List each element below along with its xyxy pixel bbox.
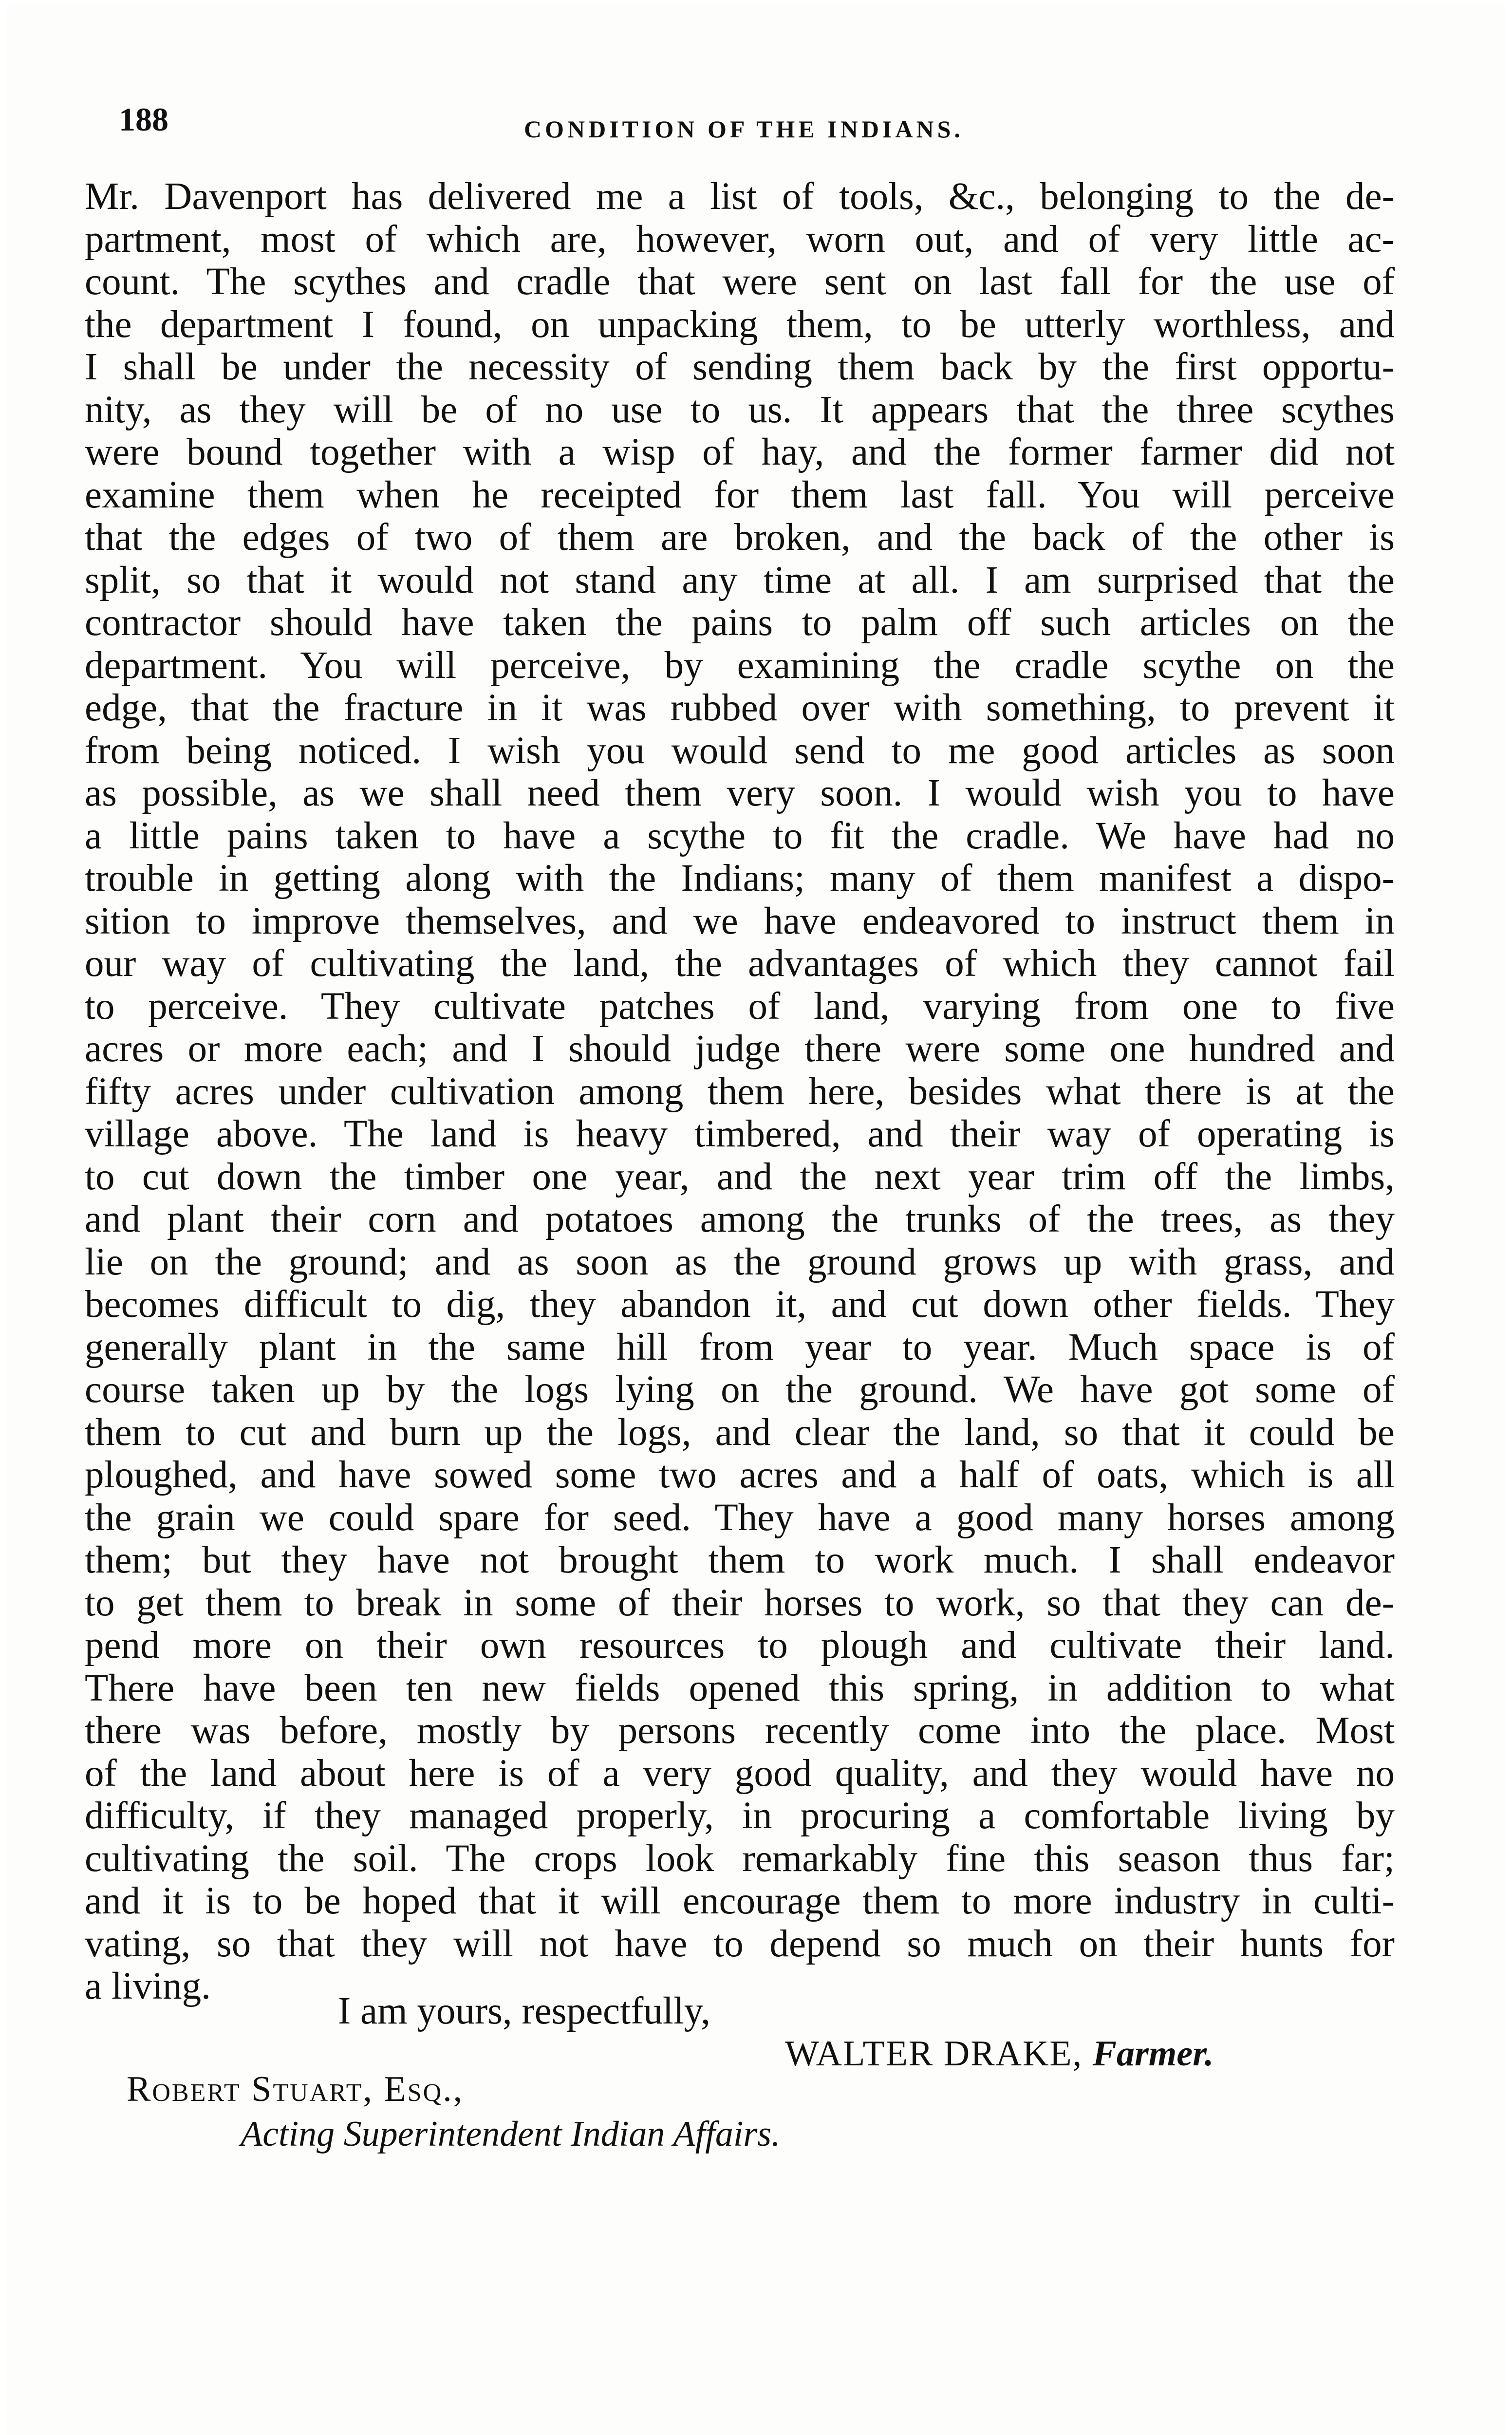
text-line: department. You will perceive, by examining the cradle scythe on the	[85, 644, 1395, 687]
text-line: vating, so that they will not have to depend so much on their hunts for	[85, 1922, 1395, 1965]
letter-closing: I am yours, respectfully,	[338, 1990, 710, 2032]
text-line: course taken up by the logs lying on the ground. We have got some of	[85, 1368, 1395, 1411]
text-line: our way of cultivating the land, the advantages of which they cannot fail	[85, 942, 1395, 985]
text-line: them; but they have not brought them to work much. I shall endeavor	[85, 1539, 1395, 1581]
text-line: them to cut and burn up the logs, and clear the land, so that it could be	[85, 1411, 1395, 1454]
text-line: nity, as they will be of no use to us. It appears that the three scythes	[85, 388, 1395, 431]
running-title: CONDITION OF THE INDIANS.	[524, 115, 964, 143]
text-line: that the edges of two of them are broken, and the back of the other is	[85, 516, 1395, 559]
text-line: of the land about here is of a very good quality, and they would have no	[85, 1752, 1395, 1795]
text-line: and it is to be hoped that it will encourage them to more industry in culti-	[85, 1880, 1395, 1922]
running-head	[119, 100, 1393, 149]
text-line: the grain we could spare for seed. They have a good many horses among	[85, 1496, 1395, 1539]
recipient-name: Robert Stuart, Esq.,	[127, 2069, 464, 2109]
text-line: to get them to break in some of their horses to work, so that they can de-	[85, 1581, 1395, 1624]
text-line: count. The scythes and cradle that were sent on last fall for the use of	[85, 261, 1395, 303]
text-line: the department I found, on unpacking them, to be utterly worthless, and	[85, 303, 1395, 346]
signer-title: Farmer.	[1092, 2034, 1214, 2074]
text-line: and plant their corn and potatoes among the trunks of the trees, as they	[85, 1198, 1395, 1240]
text-line: a living.	[85, 1965, 211, 2007]
text-line: partment, most of which are, however, worn out, and of very little ac-	[85, 218, 1395, 261]
text-line: sition to improve themselves, and we have endeavored to instruct them in	[85, 899, 1395, 942]
text-line: pend more on their own resources to plough and cultivate their land.	[85, 1624, 1395, 1667]
text-line: examine them when he receipted for them last fall. You will perceive	[85, 473, 1395, 516]
text-line: to perceive. They cultivate patches of land, varying from one to five	[85, 985, 1395, 1028]
text-line: There have been ten new fields opened this spring, in addition to what	[85, 1667, 1395, 1709]
text-line: edge, that the fracture in it was rubbed over with something, to prevent it	[85, 687, 1395, 729]
text-line: contractor should have taken the pains to palm off such articles on the	[85, 601, 1395, 644]
text-line: cultivating the soil. The crops look remarkably fine this season thus far;	[85, 1837, 1395, 1880]
text-line: lie on the ground; and as soon as the ground grows up with grass, and	[85, 1240, 1395, 1283]
text-line: I shall be under the necessity of sending them back by the first opportu-	[85, 346, 1395, 388]
text-line: fifty acres under cultivation among them here, besides what there is at the	[85, 1070, 1395, 1113]
text-line: were bound together with a wisp of hay, and the former farmer did not	[85, 431, 1395, 473]
text-line: village above. The land is heavy timbered, and their way of operating is	[85, 1113, 1395, 1155]
letter-body	[85, 175, 1395, 2008]
signature	[785, 2033, 1213, 2075]
text-line: trouble in getting along with the Indians; many of them manifest a dispo-	[85, 857, 1395, 899]
text-line: ploughed, and have sowed some two acres and a half of oats, which is all	[85, 1454, 1395, 1496]
text-line: Mr. Davenport has delivered me a list of tools, &c., belonging to the de-	[85, 175, 1395, 218]
text-line: there was before, mostly by persons recently come into the place. Most	[85, 1709, 1395, 1752]
text-line: generally plant in the same hill from year to year. Much space is of	[85, 1326, 1395, 1368]
text-line: to cut down the timber one year, and the next year trim off the limbs,	[85, 1155, 1395, 1198]
signer-name: WALTER DRAKE,	[785, 2034, 1083, 2074]
text-line: from being noticed. I wish you would send to me good articles as soon	[85, 729, 1395, 772]
text-line: difficulty, if they managed properly, in procuring a comfortable living by	[85, 1795, 1395, 1837]
text-line: becomes difficult to dig, they abandon it, and cut down other fields. They	[85, 1283, 1395, 1326]
page-number: 188	[119, 101, 168, 138]
text-line: split, so that it would not stand any time at all. I am surprised that the	[85, 559, 1395, 601]
recipient-title: Acting Superintendent Indian Affairs.	[241, 2114, 781, 2154]
text-line: a little pains taken to have a scythe to fit the cradle. We have had no	[85, 814, 1395, 857]
text-line: acres or more each; and I should judge there were some one hundred and	[85, 1028, 1395, 1070]
text-line: as possible, as we shall need them very soon. I would wish you to have	[85, 772, 1395, 814]
page-scan	[7, 5, 1505, 2435]
